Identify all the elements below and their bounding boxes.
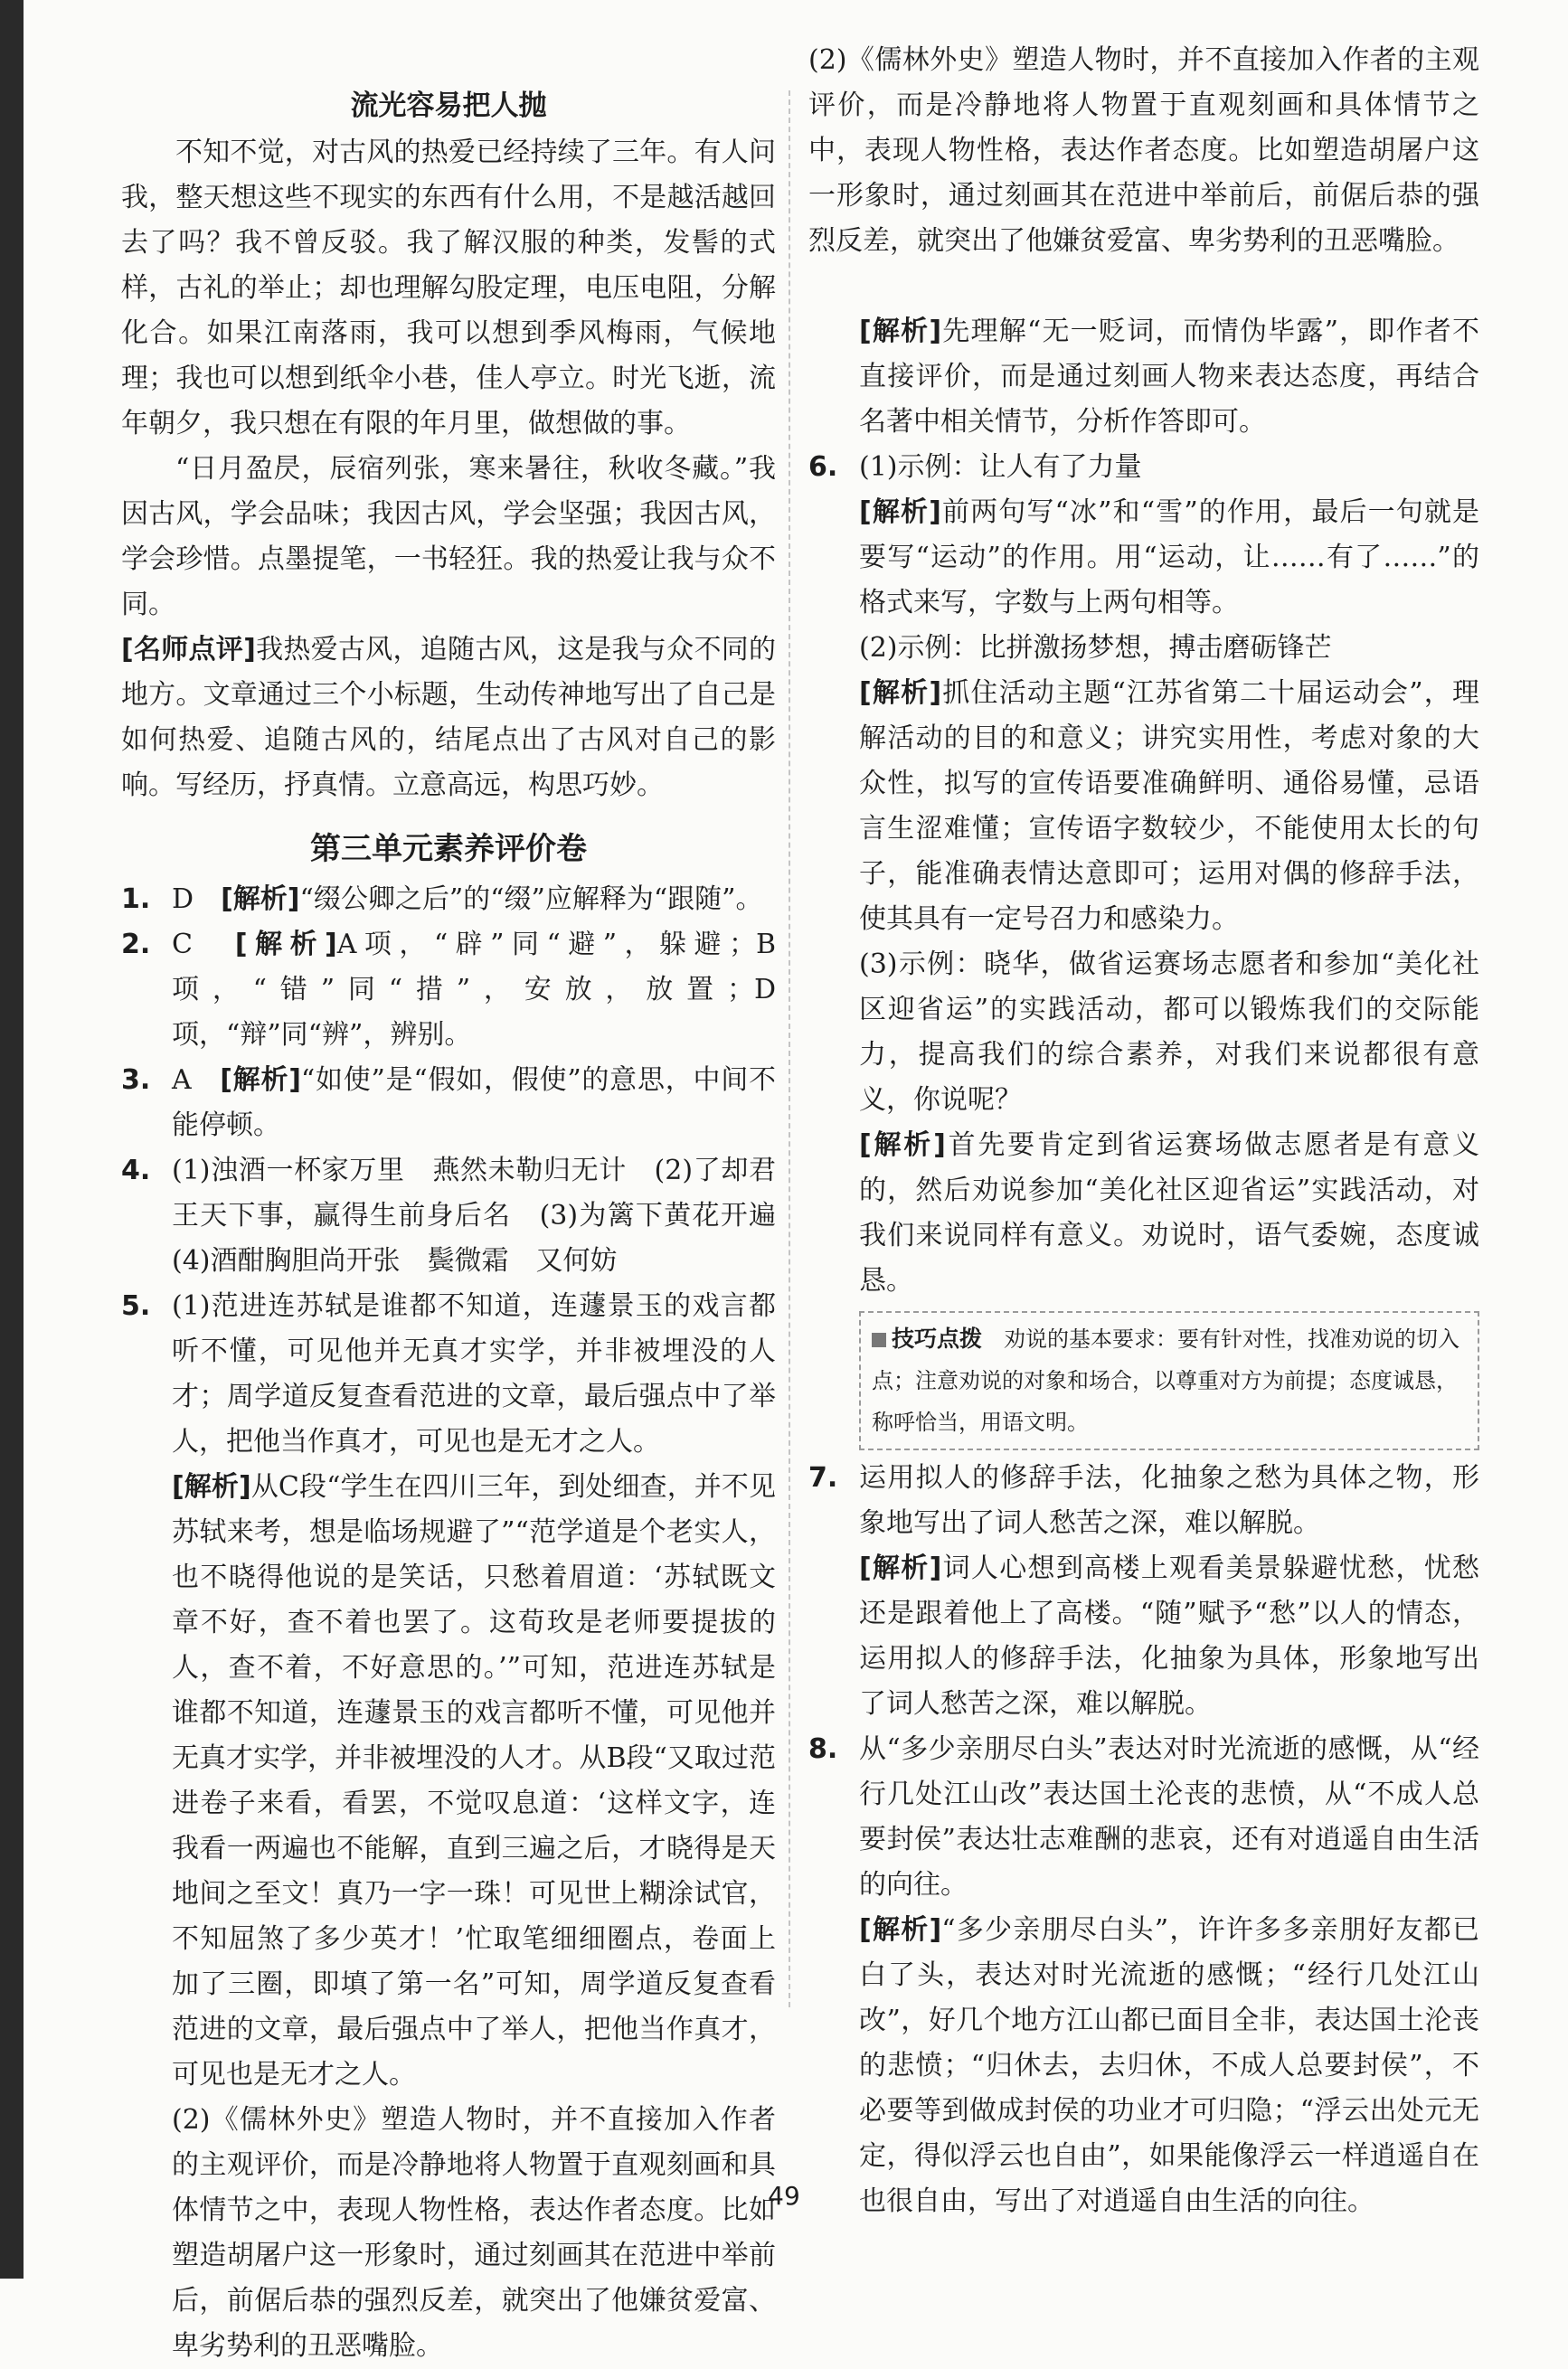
analysis-text: “多少亲朋尽白头”，许许多多亲朋好友都已白了头，表达对时光流逝的感慨；“经行几处江山改”，好几个地方江山都已面目全非，表达国土沦丧的悲愤；“归休去，去归休，不成人总要封侯”，不必要等到做成封侯的功业才可归隐；“浮云出处元无定，得似浮云也自由”，如果能像浮云一样逍遥自在也很自由，写出了对逍遥自由生活的向往。 xyxy=(859,1914,1479,2217)
answer-text: (1)浊酒一杯家万里 燕然未勒归无计 (2)了却君王天下事，赢得生前身后名 (3)为篱下黄花开遍 (4)酒酣胸胆尚开张 鬓微霜 又何妨 xyxy=(172,1155,803,1277)
column-divider xyxy=(789,90,790,2007)
answer: A xyxy=(172,1064,192,1096)
analysis-label: [解析] xyxy=(234,929,337,960)
essay-paragraph-2: “日月盈昃，辰宿列张，寒来暑往，秋收冬藏。”我因古风，学会品味；我因古风，学会坚强；我因古风，学会珍惜。点墨提笔，一书轻狂。我的热爱让我与众不同。 xyxy=(121,453,776,620)
question-4 xyxy=(121,1148,803,1284)
tip-box xyxy=(859,1311,1479,1450)
essay-paragraph-1: 不知不觉，对古风的热爱已经持续了三年。有人问我，整天想这些不现实的东西有什么用，不是越活越回去了吗？我不曾反驳。我了解汉服的种类，发髻的式样，古礼的举止；却也理解勾股定理，电压电阻，分解化合。如果江南落雨，我可以想到季风梅雨，气候地理；我也可以想到纸伞小巷，佳人亭立。时光飞逝，流年朝夕，我只想在有限的年月里，做想做的事。 xyxy=(121,137,776,439)
question-number: 7. xyxy=(808,1462,838,1494)
unit-title: 第三单元素养评价卷 xyxy=(310,831,587,867)
answer-part-2: (2)《儒林外史》塑造人物时，并不直接加入作者的主观评价，而是冷静地将人物置于直观刻画和具体情节之中，表现人物性格，表达作者态度。比如塑造胡屠户这一形象时，通过刻画其在范进中举前后，前倨后恭的强烈反差，就突出了他嫌贫爱富、卑劣势利的丑恶嘴脸。 xyxy=(172,2104,776,2362)
question-number: 6. xyxy=(808,451,838,483)
tip-title: 技巧点拨 xyxy=(892,1326,983,1352)
analysis-label: [解析] xyxy=(859,1553,942,1584)
comment-text: 我热爱古风，追随古风，这是我与众不同的地方。文章通过三个小标题，生动传神地写出了自己是如何热爱、追随古风的，结尾点出了古风对自己的影响。写经历，抒真情。立意高远，构思巧妙。 xyxy=(121,634,777,801)
answer-part-1: (1)示例：让人有了力量 xyxy=(859,451,1142,483)
question-1 xyxy=(121,877,776,922)
answer: C xyxy=(172,929,193,960)
analysis-label: [解析] xyxy=(221,883,300,915)
analysis-label: [解析] xyxy=(172,1471,251,1503)
answer-part-2-tail: (2)《儒林外史》塑造人物时，并不直接加入作者的主观评价，而是冷静地将人物置于直观刻画和具体情节之中，表现人物性格，表达作者态度。比如塑造胡屠户这一形象时，通过刻画其在范进中举前后，前倨后恭的强烈反差，就突出了他嫌贫爱富、卑劣势利的丑恶嘴脸。 xyxy=(808,44,1479,257)
q5-answer-part-2-start xyxy=(121,2098,776,2362)
analysis-text: “如使”是“假如，假使”的意思，中间不能停顿。 xyxy=(172,1064,777,1141)
analysis-label: [解析] xyxy=(859,1914,942,1946)
analysis-label: [解析] xyxy=(859,1129,946,1161)
question-2 xyxy=(121,922,776,1058)
question-8 xyxy=(808,1727,1479,2224)
analysis-text: 词人心想到高楼上观看美景躲避忧愁，忧愁还是跟着他上了高楼。“随”赋予“愁”以人的情态，运用拟人的修辞手法，化抽象为具体，形象地写出了词人愁苦之深，难以解脱。 xyxy=(859,1553,1480,1720)
tip-text: 劝说的基本要求：要有针对性，找准劝说的切入点；注意劝说的对象和场合，以尊重对方为前提；态度诚恳，称呼恰当，用语文明。 xyxy=(872,1326,1460,1435)
question-7 xyxy=(808,1456,1479,1727)
analysis-text: 从C段“学生在四川三年，到处细查，并不见苏轼来考，想是临场规避了”“范学道是个老实人，也不晓得他说的是笑话，只愁着眉道：‘苏轼既文章不好，查不着也罢了。这荀玫是老师要提拔的人，查不着，不好意思的。’”可知，范进连苏轼是谁都不知道，连蘧景玉的戏言都听不懂，可见他并无真才实学，并非被埋没的人才。从B段“又取过范进卷子来看，看罢，不觉叹息道：‘这样文字，连我看一两遍也不能解，直到三遍之后，才晓得是天地间之至文！真乃一字一珠！可见世上糊涂试官，不知屈煞了多少英才！’忙取笔细细圈点，卷面上加了三圈，即填了第一名”可知，周学道反复查看范进的文章，最后强点中了举人，把他当作真才，可见也是无才之人。 xyxy=(172,1471,777,2091)
question-5 xyxy=(121,1284,776,2098)
analysis-text: 前两句写“冰”和“雪”的作用，最后一句就是要写“运动”的作用。用“运动，让……有了……”的格式来写，字数与上两句相等。 xyxy=(859,496,1479,618)
question-number: 2. xyxy=(121,929,151,960)
analysis-text: 抓住活动主题“江苏省第二十届运动会”，理解活动的目的和意义；讲究实用性，考虑对象的大众性，拟写的宣传语要准确鲜明、通俗易懂，忌语言生涩难懂；宣传语字数较少，不能使用太长的句子，能准确表情达意即可；运用对偶的修辞手法，使其具有一定号召力和感染力。 xyxy=(859,677,1479,935)
question-number: 3. xyxy=(121,1064,151,1096)
answer-text: 从“多少亲朋尽白头”表达对时光流逝的感慨，从“经行几处江山改”表达国土沦丧的悲愤，从“不成人总要封侯”表达壮志难酬的悲哀，还有对逍遥自由生活的向往。 xyxy=(859,1733,1479,1901)
analysis-part-1 xyxy=(172,1465,776,2098)
question-number: 1. xyxy=(121,883,151,915)
answer-part-3: (3)示例：晓华，做省运赛场志愿者和参加“美化社区迎省运”的实践活动，都可以锻炼我们的交际能力，提高我们的综合素养，对我们来说都很有意义，你说呢？ xyxy=(859,949,1479,1116)
question-number: 8. xyxy=(808,1733,838,1765)
analysis-label: [解析] xyxy=(859,677,942,709)
analysis-text: A项，“辟”同“避”，躲避；B项，“错”同“措”，安放，放置；D项，“辩”同“辨”，辨别。 xyxy=(172,929,777,1051)
analysis-text: “缀公卿之后”的“缀”应解释为“跟随”。 xyxy=(299,883,763,915)
right-column xyxy=(808,44,1480,2224)
scan-edge xyxy=(0,0,24,2279)
answer-part-2: (2)示例：比拼激扬梦想，搏击磨砺锋芒 xyxy=(859,632,1332,664)
answer-part-1: (1)范进连苏轼是谁都不知道，连蘧景玉的戏言都听不懂，可见他并无真才实学，并非被埋没的人才；周学道反复查看范进的文章，最后强点中了举人，把他当作真才，可见也是无才之人。 xyxy=(172,1290,776,1458)
analysis-label: [解析] xyxy=(220,1064,301,1096)
q5-answer-part-2-continued xyxy=(808,44,1479,309)
comment-label: [名师点评] xyxy=(121,634,256,665)
page-number: 49 xyxy=(768,2181,800,2211)
answer-text: 运用拟人的修辞手法，化抽象之愁为具体之物，形象地写出了词人愁苦之深，难以解脱。 xyxy=(859,1462,1479,1539)
question-number: 4. xyxy=(121,1155,151,1186)
analysis-text: 先理解“无一贬词，而情伪毕露”，即作者不直接评价，而是通过刻画人物来表达态度，再结合名著中相关情节，分析作答即可。 xyxy=(859,316,1479,438)
analysis-label: [解析] xyxy=(859,316,942,347)
q5-analysis-part-2 xyxy=(808,309,1479,445)
analysis-text: 首先要肯定到省运赛场做志愿者是有意义的，然后劝说参加“美化社区迎省运”实践活动，对我们来说同样有意义。劝说时，语气委婉，态度诚恳。 xyxy=(859,1129,1480,1297)
analysis-label: [解析] xyxy=(859,496,941,528)
square-bullet-icon xyxy=(872,1333,886,1347)
answer: D xyxy=(172,883,194,915)
essay-title: 流光容易把人抛 xyxy=(350,90,547,122)
question-number: 5. xyxy=(121,1290,151,1322)
question-6 xyxy=(808,445,1479,1304)
teacher-comment xyxy=(121,628,776,808)
question-3 xyxy=(121,1058,776,1148)
